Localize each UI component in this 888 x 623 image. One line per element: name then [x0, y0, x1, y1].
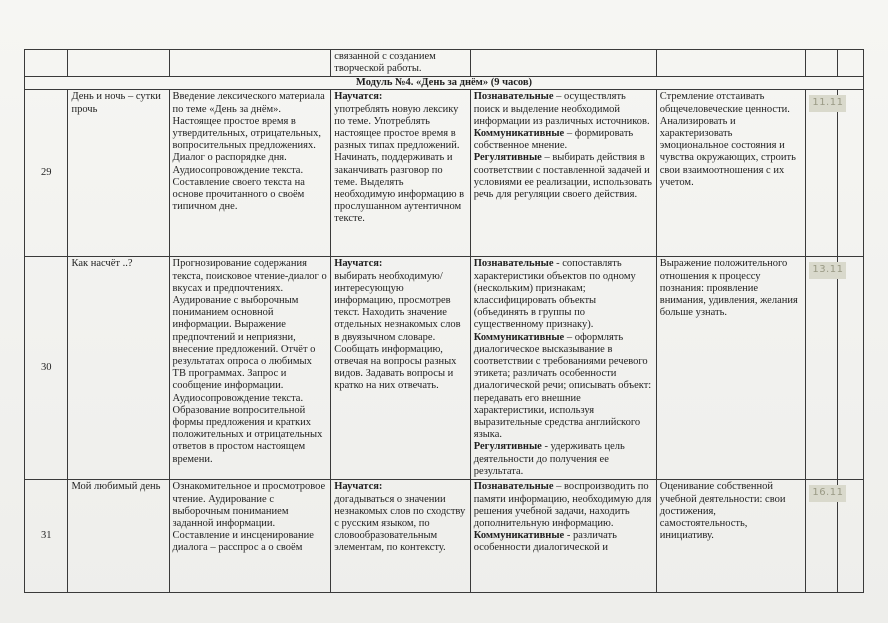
lesson-content: Прогнозирование содержания текста, поисковое чтение-диалог о вкусах и предпочтениях. Аудирование с выборочным пониманием основной информации. Выражение предпочтений и неприязни, внесение предложений. Отчёт о результатах опроса о любимых ТВ программах. Запрос и сообщение информации. Аудиосопровождение текста. Образование вопросительной формы предложения и кратких положительных и отрицательных ответов в простом настоящем времени. — [169, 257, 331, 480]
outcomes-heading: Научатся: — [334, 258, 383, 270]
lesson-personal-results: Оценивание собственной учебной деятельности: свои достижения, самостоятельность, инициативу. — [656, 480, 806, 593]
uud-label: Коммуникативные — [473, 331, 565, 343]
uud-text: – осуществлять поиск и выделение необходимой информации из различных источников. — [473, 91, 650, 127]
cell-empty — [837, 257, 863, 480]
uud-text: - различать особенности диалогической и — [473, 530, 617, 554]
cell-empty — [806, 50, 837, 77]
cell-empty — [68, 50, 169, 77]
uud-text: – воспроизводить по памяти информацию, необходимую для решения учебной задачи, находить дополнительную информацию. — [473, 481, 652, 530]
uud-text: – выбирать действия в соответствии с поставленной задачей и условиями ее реализации, использовать речь для регуляции своего действия. — [473, 152, 652, 201]
uud-label: Познавательные — [473, 91, 554, 103]
uud-text: - удерживать цель деятельности до получения ее результата. — [473, 441, 625, 477]
lesson-uud — [470, 480, 656, 593]
uud-label: Познавательные — [473, 258, 554, 270]
lesson-topic: День и ночь – сутки прочь — [68, 90, 169, 257]
table-row — [25, 50, 864, 77]
lesson-plan-table — [24, 49, 864, 593]
lesson-outcomes — [331, 90, 470, 257]
lesson-number: 31 — [25, 480, 68, 593]
outcomes-heading: Научатся: — [334, 481, 383, 493]
cell-empty — [656, 50, 806, 77]
lesson-number: 29 — [25, 90, 68, 257]
cell-empty — [837, 90, 863, 257]
uud-label: Регулятивные — [473, 441, 542, 453]
cell-content-continued: связанной с созданием творческой работы. — [331, 50, 470, 77]
outcomes-text: догадываться о значении незнакомых слов по сходству с русским языком, по словообразовательным элементам, по контексту. — [334, 493, 466, 554]
lesson-date-cell — [806, 257, 844, 480]
lesson-uud — [470, 90, 656, 257]
lesson-outcomes — [331, 257, 470, 480]
lesson-content: Введение лексического материала по теме «День за днём». Настоящее простое время в утвердительных, отрицательных, вопросительных предложениях. Диалог о распорядке дня. Аудиосопровождение текста. Составление своего текста на основе прочитанного о своём типичном дне. — [169, 90, 331, 257]
outcomes-text: употреблять новую лексику по теме. Употреблять настоящее простое время в разных типах предложений. Начинать, поддерживать и заканчивать разговор по теме. Выделять необходимую информацию в прослушанном аутентичном тексте. — [334, 103, 465, 225]
cell-empty — [169, 50, 331, 77]
lesson-date-cell — [806, 480, 844, 593]
table-row — [25, 257, 864, 480]
uud-text: - сопоставлять характеристики объектов по одному (нескольким) признакам; классифицировать объекты (объединять в группы по существенному признаку). — [473, 258, 636, 331]
uud-label: Коммуникативные — [473, 128, 565, 140]
cell-empty — [837, 50, 863, 77]
table-row — [25, 480, 864, 593]
uud-text: – формировать собственное мнение. — [473, 128, 634, 152]
uud-label: Регулятивные — [473, 152, 542, 164]
lesson-outcomes — [331, 480, 470, 593]
lesson-uud — [470, 257, 656, 480]
lesson-topic: Как насчёт ..? — [68, 257, 169, 480]
lesson-topic: Мой любимый день — [68, 480, 169, 593]
lesson-content: Ознакомительное и просмотровое чтение. Аудирование с выборочным пониманием заданной информации. Составление и инсценирование диалога – расспрос а о своём — [169, 480, 331, 593]
uud-text: – оформлять диалогическое высказывание в соответствии с требованиями речевого этикета; различать особенности диалогической речи; описывать объект: передавать его внешние характеристики, используя выразительные средства английского языка. — [473, 331, 652, 441]
outcomes-text: выбирать необходимую/интересующую информацию, просмотрев текст. Находить значение отдельных незнакомых слов в двуязычном словаре. Сообщать информацию, отвечая на вопросы разных видов. Задавать вопросы и кратко на них отвечать. — [334, 270, 461, 392]
cell-empty — [25, 50, 68, 77]
date-stamp: 13.11 — [809, 262, 846, 278]
date-stamp: 16.11 — [809, 485, 846, 501]
lesson-personal-results: Стремление отстаивать общечеловеческие ценности. Анализировать и характеризовать эмоциональное состояния и чувства окружающих, строить свои взаимоотношения с их учетом. — [656, 90, 806, 257]
cell-empty — [470, 50, 656, 77]
module-header-row — [25, 77, 864, 90]
uud-label: Коммуникативные — [473, 530, 565, 542]
lesson-date-cell — [806, 90, 844, 257]
module-header: Модуль №4. «День за днём» (9 часов) — [25, 77, 864, 90]
uud-label: Познавательные — [473, 481, 554, 493]
lesson-personal-results: Выражение положительного отношения к процессу познания: проявление внимания, удивления, желания больше узнать. — [656, 257, 806, 480]
date-stamp: 11.11 — [809, 95, 846, 111]
outcomes-heading: Научатся: — [334, 91, 383, 103]
table-row — [25, 90, 864, 257]
lesson-number: 30 — [25, 257, 68, 480]
